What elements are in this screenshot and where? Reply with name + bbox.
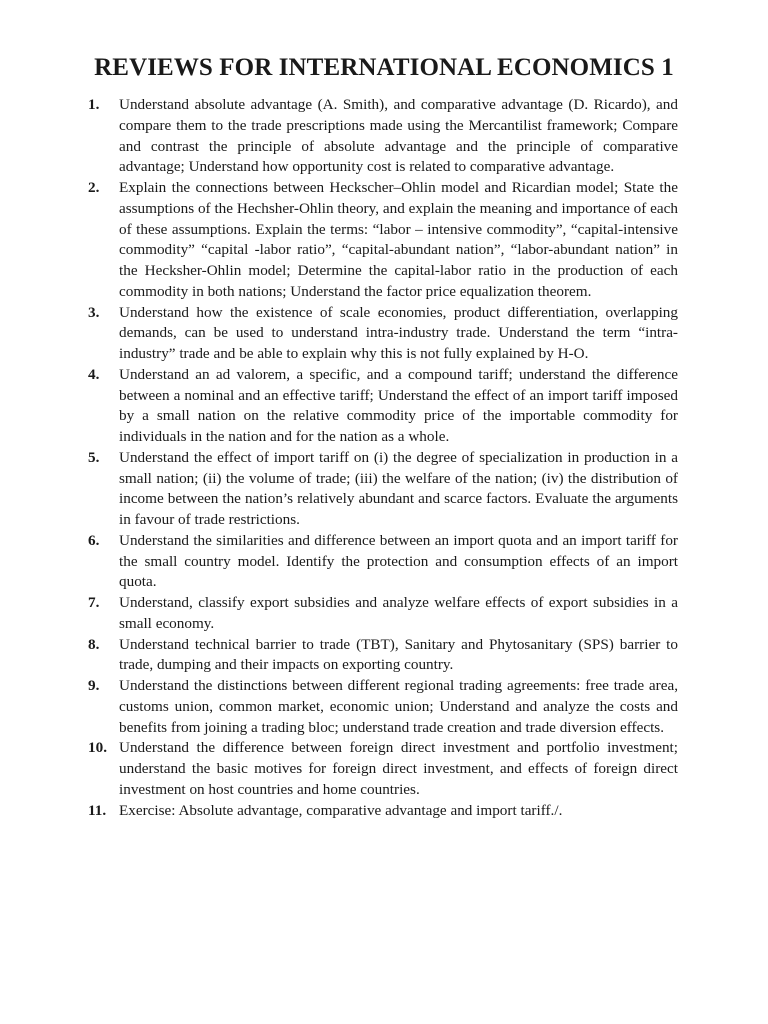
review-item-6 bbox=[88, 531, 678, 593]
item-number: 1. bbox=[88, 96, 100, 113]
item-text: Understand absolute advantage (A. Smith), and comparative advantage (D. Ricardo), and compare them to the trade prescriptions made using the Mercantilist framework; Compare and contrast the principle of absolute advantage and the principle of comparative advantage; Understand how opportunity cost is related to comparative advantage. bbox=[119, 96, 678, 176]
review-list bbox=[88, 95, 678, 821]
item-text: Exercise: Absolute advantage, comparative advantage and import tariff./. bbox=[119, 801, 563, 819]
review-item-3 bbox=[88, 303, 678, 365]
page-title: REVIEWS FOR INTERNATIONAL ECONOMICS 1 bbox=[94, 54, 674, 81]
item-number: 7. bbox=[88, 594, 100, 611]
item-number: 2. bbox=[88, 179, 100, 196]
item-number: 8. bbox=[88, 635, 100, 653]
item-number: 4. bbox=[88, 365, 100, 383]
item-text: Understand, classify export subsidies and analyze welfare effects of export subsidies in a small economy. bbox=[119, 594, 678, 632]
item-text: Understand the difference between foreign direct investment and portfolio investment; understand the basic motives for foreign direct investment, and effects of foreign direct investment on host countries and home countries. bbox=[119, 739, 678, 798]
item-text: Understand the similarities and difference between an import quota and an import tariff for the small country model. Identify the protection and consumption effects of an import quota. bbox=[119, 531, 678, 591]
item-number: 6. bbox=[88, 531, 100, 549]
item-number: 10. bbox=[88, 739, 107, 757]
item-text: Understand the effect of import tariff on (i) the degree of specialization in production in a small nation; (ii) the volume of trade; (iii) the welfare of the nation; (iv) the distribution of income between the nation’s relatively abundant and scarce factors. Evaluate the arguments in favour of trade restrictions. bbox=[119, 448, 678, 528]
review-item-1 bbox=[88, 95, 678, 178]
item-text: Understand the distinctions between different regional trading agreements: free trade area, customs union, common market, economic union; Understand and analyze the costs and benefits from joining a trading bloc; understand trade creation and trade diversion effects. bbox=[119, 677, 678, 736]
item-number: 11. bbox=[88, 801, 107, 819]
item-number: 9. bbox=[88, 677, 100, 694]
review-item-7 bbox=[88, 593, 678, 635]
review-item-10 bbox=[88, 738, 678, 800]
item-text: Understand an ad valorem, a specific, and a compound tariff; understand the difference between a nominal and an effective tariff; Understand the effect of an import tariff imposed by a small nation on the relative commodity price of the importable commodity for individuals in the nation and for the nation as a whole. bbox=[119, 365, 678, 445]
review-item-2 bbox=[88, 178, 678, 303]
review-item-4 bbox=[88, 365, 678, 448]
review-item-8 bbox=[88, 635, 678, 677]
item-text: Explain the connections between Heckscher–Ohlin model and Ricardian model; State the assumptions of the Hechsher-Ohlin theory, and explain the meaning and importance of each of these assumptions. Explain the terms: “labor – intensive commodity”, “capital-intensive commodity” “capital -labor ratio”, “capital-abundant nation”, “labor-abundant nation” in the Hecksher-Ohlin model; Determine the capital-labor ratio in the production of each commodity in both nations; Understand the factor price equalization theorem. bbox=[119, 179, 678, 300]
review-item-9 bbox=[88, 676, 678, 738]
item-number: 3. bbox=[88, 303, 100, 321]
item-text: Understand technical barrier to trade (TBT), Sanitary and Phytosanitary (SPS) barrier to trade, dumping and their impacts on exporting country. bbox=[119, 635, 678, 674]
item-number: 5. bbox=[88, 448, 100, 466]
item-text: Understand how the existence of scale economies, product differentiation, overlapping demands, can be used to understand intra-industry trade. Understand the term “intra-industry” trade and be able to explain why this is not fully explained by H-O. bbox=[119, 303, 678, 362]
review-item-5 bbox=[88, 448, 678, 531]
review-item-11 bbox=[88, 801, 678, 822]
